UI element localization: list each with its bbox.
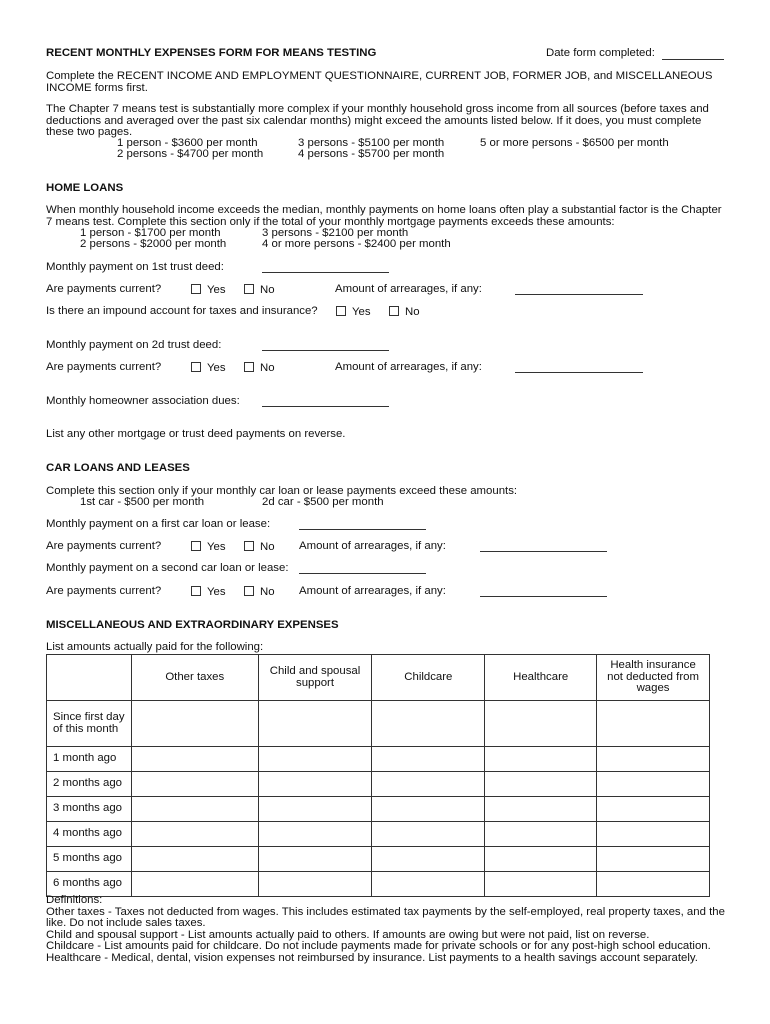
income-threshold-3: 3 persons - $5100 per month xyxy=(298,137,445,149)
car1-arrearages-label: Amount of arrearages, if any: xyxy=(299,540,446,552)
table-cell[interactable] xyxy=(258,747,372,772)
table-header-cell xyxy=(47,655,132,701)
second-trust-deed-label: Monthly payment on 2d trust deed: xyxy=(46,339,222,351)
home1-no-label: No xyxy=(260,284,275,296)
car2-yes-checkbox[interactable] xyxy=(191,586,226,599)
car2-no-label: No xyxy=(260,586,275,598)
income-threshold-1: 1 person - $3600 per month xyxy=(117,137,258,149)
home2-payments-current-label: Are payments current? xyxy=(46,361,162,373)
row-label: 5 months ago xyxy=(47,847,132,872)
definition-item: Other taxes - Taxes not deducted from wages. This includes estimated tax payments by the self-employed, real property taxes, and the like. Do not include sales taxes. xyxy=(46,905,725,929)
checkbox-icon xyxy=(191,362,201,372)
table-cell[interactable] xyxy=(372,822,485,847)
impound-yes-label: Yes xyxy=(352,306,371,318)
checkbox-icon xyxy=(244,541,254,551)
form-title: RECENT MONTHLY EXPENSES FORM FOR MEANS TESTING xyxy=(46,47,377,59)
home2-yes-label: Yes xyxy=(207,362,226,374)
table-row xyxy=(47,847,710,872)
car-loans-heading: CAR LOANS AND LEASES xyxy=(46,462,190,474)
definitions xyxy=(46,895,726,964)
home-threshold-1: 1 person - $1700 per month xyxy=(80,227,221,239)
table-row xyxy=(47,822,710,847)
first-car-label: Monthly payment on a first car loan or lease: xyxy=(46,518,271,530)
table-cell[interactable] xyxy=(258,822,372,847)
table-cell[interactable] xyxy=(597,847,710,872)
table-header-cell: Childcare xyxy=(372,655,485,701)
table-cell[interactable] xyxy=(131,747,258,772)
table-cell[interactable] xyxy=(597,822,710,847)
checkbox-icon xyxy=(336,306,346,316)
home2-arrearages-field[interactable] xyxy=(515,372,643,373)
checkbox-icon xyxy=(244,284,254,294)
checkbox-icon xyxy=(389,306,399,316)
table-row xyxy=(47,747,710,772)
row-label: 3 months ago xyxy=(47,797,132,822)
checkbox-icon xyxy=(191,541,201,551)
income-threshold-2: 2 persons - $4700 per month xyxy=(117,148,264,160)
car1-payments-current-label: Are payments current? xyxy=(46,540,162,552)
checkbox-icon xyxy=(191,586,201,596)
row-label: 2 months ago xyxy=(47,772,132,797)
home1-no-checkbox[interactable] xyxy=(244,284,275,297)
car2-arrearages-field[interactable] xyxy=(480,596,607,597)
table-cell[interactable] xyxy=(372,797,485,822)
home-loans-heading: HOME LOANS xyxy=(46,182,124,194)
checkbox-icon xyxy=(244,362,254,372)
home2-yes-checkbox[interactable] xyxy=(191,362,226,375)
table-cell[interactable] xyxy=(485,797,597,822)
table-cell[interactable] xyxy=(372,747,485,772)
home1-payments-current-label: Are payments current? xyxy=(46,283,162,295)
hoa-label: Monthly homeowner association dues: xyxy=(46,395,240,407)
table-header-cell: Other taxes xyxy=(131,655,258,701)
table-cell[interactable] xyxy=(597,797,710,822)
home2-no-label: No xyxy=(260,362,275,374)
table-cell[interactable] xyxy=(485,747,597,772)
home1-arrearages-label: Amount of arrearages, if any: xyxy=(335,283,482,295)
car-threshold-2: 2d car - $500 per month xyxy=(262,496,384,508)
home-threshold-4: 4 or more persons - $2400 per month xyxy=(262,238,451,250)
car1-arrearages-field[interactable] xyxy=(480,551,607,552)
home2-arrearages-label: Amount of arrearages, if any: xyxy=(335,361,482,373)
misc-list-label: List amounts actually paid for the following: xyxy=(46,641,264,653)
row-label: 6 months ago xyxy=(47,872,132,897)
second-trust-deed-field[interactable] xyxy=(262,350,389,351)
car2-arrearages-label: Amount of arrearages, if any: xyxy=(299,585,446,597)
table-cell[interactable] xyxy=(131,847,258,872)
car1-yes-checkbox[interactable] xyxy=(191,541,226,554)
definitions-heading: Definitions: xyxy=(46,894,103,906)
row-label: Since first day of this month xyxy=(47,701,132,747)
second-car-field[interactable] xyxy=(299,573,426,574)
car2-payments-current-label: Are payments current? xyxy=(46,585,162,597)
car-threshold-1: 1st car - $500 per month xyxy=(80,496,205,508)
table-cell[interactable] xyxy=(131,797,258,822)
table-cell[interactable] xyxy=(485,822,597,847)
home2-no-checkbox[interactable] xyxy=(244,362,275,375)
checkbox-icon xyxy=(244,586,254,596)
car2-no-checkbox[interactable] xyxy=(244,586,275,599)
table-cell[interactable] xyxy=(258,847,372,872)
table-cell[interactable] xyxy=(485,701,597,747)
date-completed-label: Date form completed: xyxy=(546,47,655,59)
home1-yes-checkbox[interactable] xyxy=(191,284,226,297)
table-cell[interactable] xyxy=(597,747,710,772)
table-cell[interactable] xyxy=(372,847,485,872)
table-row xyxy=(47,772,710,797)
impound-label: Is there an impound account for taxes and insurance? xyxy=(46,305,318,317)
first-car-field[interactable] xyxy=(299,529,426,530)
home-loans-intro: When monthly household income exceeds the median, monthly payments on home loans often play a substantial factor is the Chapter 7 means test. Complete this section only if the total of your monthly mortgage payments exceeds these amounts: xyxy=(46,204,722,228)
table-header-cell: Healthcare xyxy=(485,655,597,701)
table-cell[interactable] xyxy=(597,872,710,897)
car1-no-label: No xyxy=(260,541,275,553)
table-cell[interactable] xyxy=(131,772,258,797)
misc-heading: MISCELLANEOUS AND EXTRAORDINARY EXPENSES xyxy=(46,619,339,631)
home1-yes-label: Yes xyxy=(207,284,226,296)
first-trust-deed-field[interactable] xyxy=(262,272,389,273)
intro-text: Complete the RECENT INCOME AND EMPLOYMENT QUESTIONNAIRE, CURRENT JOB, FORMER JOB, and MISCELLANEOUS INCOME forms first. xyxy=(46,70,713,94)
checkbox-icon xyxy=(191,284,201,294)
income-threshold-4: 4 persons - $5700 per month xyxy=(298,148,445,160)
second-car-label: Monthly payment on a second car loan or lease: xyxy=(46,562,289,574)
table-cell[interactable] xyxy=(258,872,372,897)
means-test-text: The Chapter 7 means test is substantially more complex if your monthly household gross income from all sources (before taxes and deductions and averaged over the past six calendar months) might exceed the amounts listed below. If it does, you must complete these two pages. xyxy=(46,103,709,138)
car2-yes-label: Yes xyxy=(207,586,226,598)
table-cell[interactable] xyxy=(485,872,597,897)
first-trust-deed-label: Monthly payment on 1st trust deed: xyxy=(46,261,224,273)
table-cell[interactable] xyxy=(597,701,710,747)
table-cell[interactable] xyxy=(131,822,258,847)
impound-yes-checkbox[interactable] xyxy=(336,306,371,319)
row-label: 4 months ago xyxy=(47,822,132,847)
home-threshold-2: 2 persons - $2000 per month xyxy=(80,238,227,250)
income-threshold-5: 5 or more persons - $6500 per month xyxy=(480,137,669,149)
definition-item: Childcare - List amounts paid for childcare. Do not include payments made for private schools or for any post-high school education. xyxy=(46,940,711,952)
table-cell[interactable] xyxy=(372,872,485,897)
home-threshold-3: 3 persons - $2100 per month xyxy=(262,227,409,239)
table-row xyxy=(47,797,710,822)
hoa-field[interactable] xyxy=(262,406,389,407)
table-cell[interactable] xyxy=(131,701,258,747)
car1-no-checkbox[interactable] xyxy=(244,541,275,554)
table-cell[interactable] xyxy=(372,772,485,797)
table-cell[interactable] xyxy=(258,701,372,747)
row-label: 1 month ago xyxy=(47,747,132,772)
impound-no-label: No xyxy=(405,306,420,318)
table-cell[interactable] xyxy=(258,797,372,822)
home1-arrearages-field[interactable] xyxy=(515,294,643,295)
definition-item: Child and spousal support - List amounts actually paid to others. If amounts are owing but were not paid, list on reverse. xyxy=(46,928,650,941)
table-header-cell: Child and spousal support xyxy=(258,655,372,701)
impound-no-checkbox[interactable] xyxy=(389,306,420,319)
car1-yes-label: Yes xyxy=(207,541,226,553)
car-loans-intro: Complete this section only if your monthly car loan or lease payments exceed these amounts: xyxy=(46,485,518,497)
table-cell[interactable] xyxy=(485,847,597,872)
table-cell[interactable] xyxy=(597,772,710,797)
table-header-row xyxy=(47,655,710,701)
table-cell[interactable] xyxy=(131,872,258,897)
table-cell[interactable] xyxy=(258,772,372,797)
table-cell[interactable] xyxy=(372,701,485,747)
expenses-table xyxy=(46,654,710,897)
date-completed-field[interactable] xyxy=(662,59,724,60)
table-row xyxy=(47,872,710,897)
table-cell[interactable] xyxy=(485,772,597,797)
table-row xyxy=(47,701,710,747)
definition-item: Healthcare - Medical, dental, vision expenses not reimbursed by insurance. List payments to a health savings account separately. xyxy=(46,951,698,964)
table-header-cell: Health insurance not deducted from wages xyxy=(597,655,710,701)
other-mortgage-note: List any other mortgage or trust deed payments on reverse. xyxy=(46,428,346,440)
